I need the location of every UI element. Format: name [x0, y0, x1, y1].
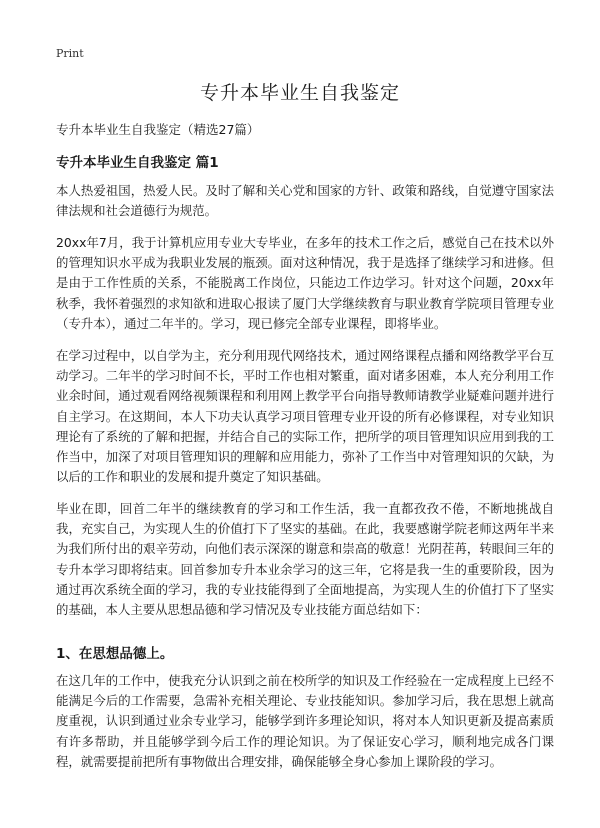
document-subtitle: 专升本毕业生自我鉴定（精选27篇）	[56, 122, 260, 137]
paragraph-3: 在学习过程中，以自学为主，充分利用现代网络技术，通过网络课程点播和网络教学平台互动学习。二年半的学习时间不长，平时工作也相对繁重，面对诸多困难，本人充分利用工作业余时间，通过观看网络视频课程和利用网上教学平台向指导教师请教学业疑难问题并进行自主学习。在这期间，本人下功夫认真学习项目管理专业开设的所有必修课程，对专业知识理论有了系统的了解和把握，并结合自己的实际工作，把所学的项目管理知识应用到我的工作当中，加深了对项目管理知识的理解和应用能力，弥补了工作当中对管理知识的欠缺，为以后的工作和职业的发展和提升奠定了知识基础。	[56, 348, 554, 485]
paragraph-2: 20xx年7月，我于计算机应用专业大专毕业，在多年的技术工作之后，感觉自己在技术以外的管理知识水平成为我职业发展的瓶颈。面对这种情况，我于是选择了继续学习和进修。但是由于工作性质的关系，不能脱离工作岗位，只能边工作边学习。针对这个问题，20xx年秋季，我怀着强烈的求知欲和进取心报读了厦门大学继续教育与职业教育学院项目管理专业（专升本），通过二年半的。学习，现已修完全部专业课程，即将毕业。	[56, 235, 554, 331]
paragraph-5: 在这几年的工作中，使我充分认识到之前在校所学的知识及工作经验在一定成程度上已经不能满足今后的工作需要，急需补充相关理论、专业技能知识。参加学习后，我在思想上就高度重视，认识到通过业余专业学习，能够学到许多理论知识，将对本人知识更新及提高素质有许多帮助，并且能够学到今后工作的理论知识。为了保证安心学习，顺利地完成各门课程，就需要提前把所有事物做出合理安排，确保能够全身心参加上课阶段的学习。	[56, 673, 554, 769]
paragraph-4: 毕业在即，回首二年半的继续教育的学习和工作生活，我一直都孜孜不倦，不断地挑战自我，充实自己，为实现人生的价值打下了坚实的基础。在此，我要感谢学院老师这两年半来为我们所付出的艰辛劳动，向他们表示深深的谢意和崇高的敬意！光阴茬苒，转眼间三年的专升本学习即将结束。回首参加专升本业余学习的这三年，它将是我一生的重要阶段，因为通过再次系统全面的学习，我的专业技能得到了全面地提高，为实现人生的价值打下了坚实的基础，本人主要从思想品德和学习情况及专业技能方面总结如下：	[56, 501, 554, 618]
document-title: 专升本毕业生自我鉴定	[199, 82, 400, 104]
subsection-heading: 1、在思想品德上。	[56, 646, 174, 662]
print-link[interactable]: Print	[56, 47, 84, 60]
paragraph-1: 本人热爱祖国，热爱人民。及时了解和关心党和国家的方针、政策和路线，自觉遵守国家法律法规和社会道德行为规范。	[56, 183, 554, 219]
section-heading: 专升本毕业生自我鉴定 篇1	[56, 155, 219, 171]
